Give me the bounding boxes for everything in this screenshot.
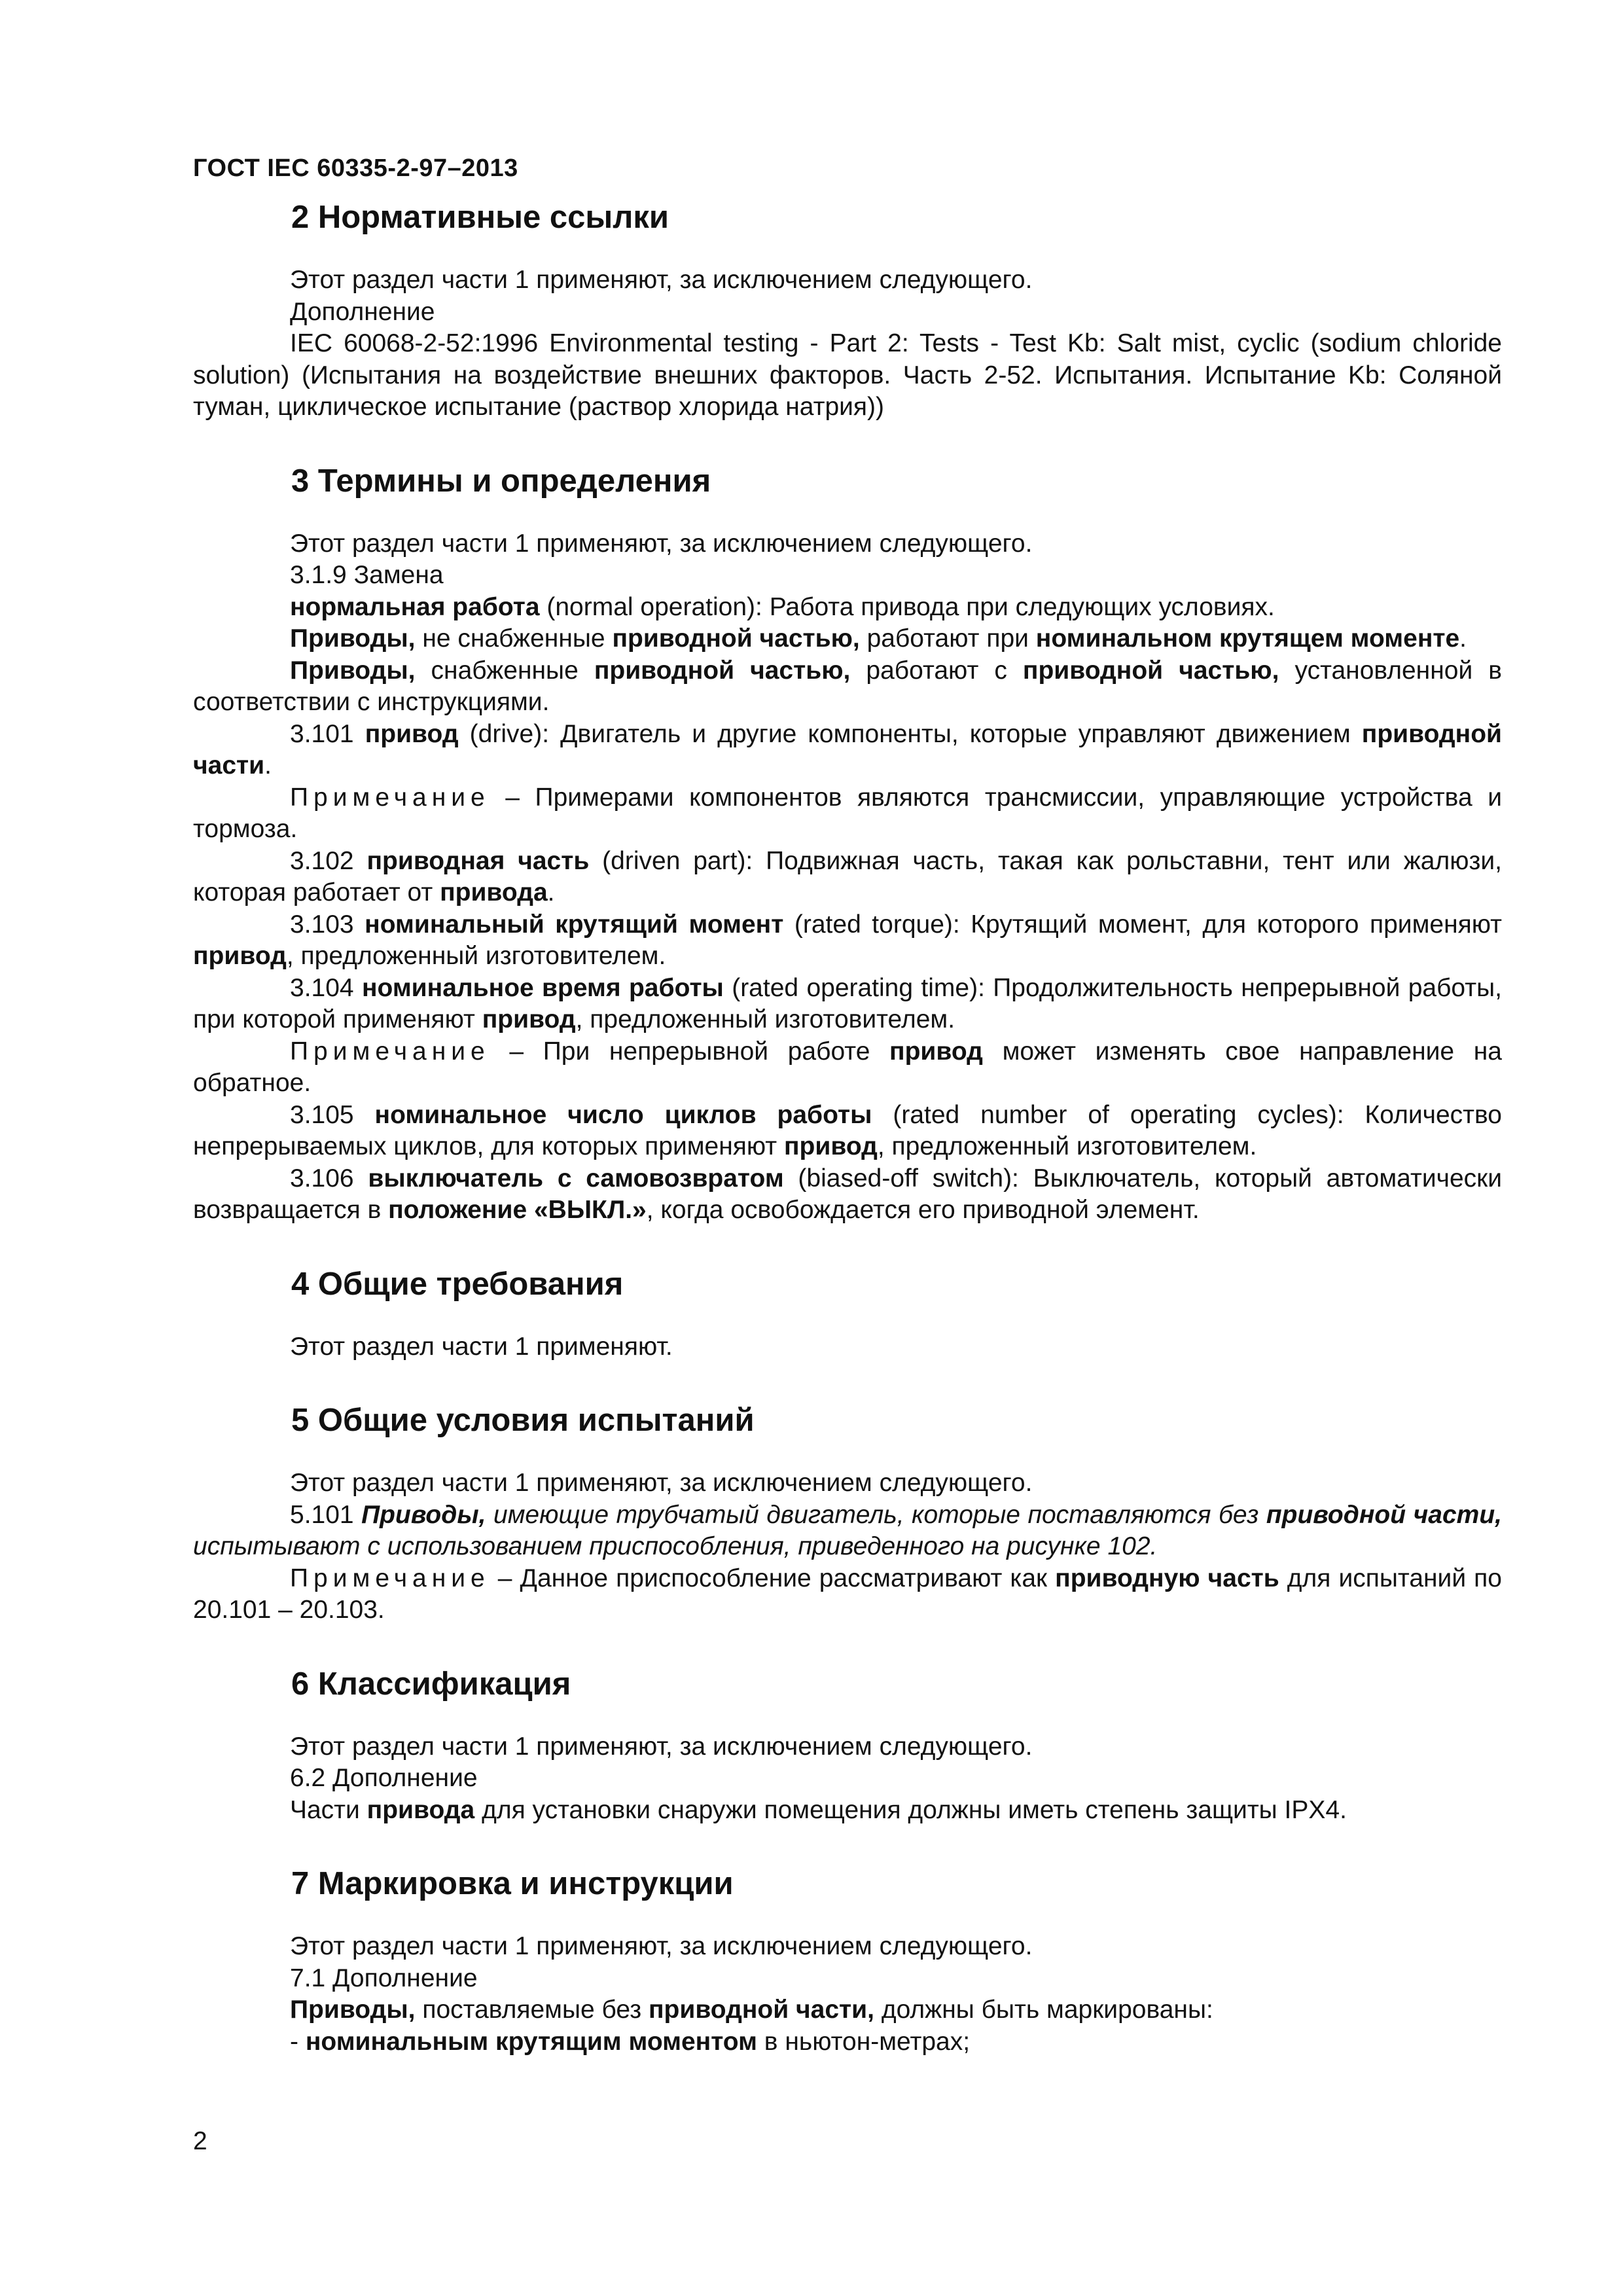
s7-para-2: 7.1 Дополнение xyxy=(290,1964,478,1992)
note-2: Примечание – При непрерывной работе привод может изменять свое направление на обратное. xyxy=(193,1037,1502,1097)
s4-para-1: Этот раздел части 1 применяют. xyxy=(290,1332,673,1361)
s2-para-1: Этот раздел части 1 применяют, за исключением следующего. xyxy=(290,266,1033,294)
s3-para-2: 3.1.9 Замена xyxy=(290,561,444,589)
s6-para-2: 6.2 Дополнение xyxy=(290,1764,478,1792)
definition-3-104: 3.104 номинальное время работы (rated operating time): Продолжительность непрерывной работы, при которой применяют привод, предложенный изготовителем. xyxy=(193,973,1502,1033)
page-content xyxy=(193,196,1502,2058)
s3-para-drives-without-part: Приводы, не снабженные приводной частью, работают при номинальном крутящем моменте. xyxy=(290,624,1467,653)
s5-note: Примечание – Данное приспособление рассматривают как приводную часть для испытаний по 20.101 – 20.103. xyxy=(193,1564,1502,1624)
s3-para-normal-operation: нормальная работа (normal operation): Работа привода при следующих условиях. xyxy=(290,592,1275,621)
definition-3-106: 3.106 выключатель с самовозвратом (biased-off switch): Выключатель, который автоматически возвращается в положение «ВЫКЛ.», когда освобождается его приводной элемент. xyxy=(193,1164,1502,1224)
section-7-title: 7 Маркировка и инструкции xyxy=(291,1866,734,1901)
page-number: 2 xyxy=(193,2127,207,2155)
s2-para-2: Дополнение xyxy=(290,297,435,326)
s3-para-drives-with-part: Приводы, снабженные приводной частью, работают с приводной частью, установленной в соответствии с инструкциями. xyxy=(193,656,1502,716)
definition-3-101: 3.101 привод (drive): Двигатель и другие компоненты, которые управляют движением приводной части. xyxy=(193,719,1502,780)
s7-para-4: - номинальным крутящим моментом в ньютон-метрах; xyxy=(290,2027,971,2056)
s5-para-1: Этот раздел части 1 применяют, за исключением следующего. xyxy=(290,1469,1033,1497)
section-3-title: 3 Термины и определения xyxy=(291,463,711,499)
note-1: Примечание – Примерами компонентов являются трансмиссии, управляющие устройства и тормоза. xyxy=(193,783,1502,843)
section-2-title: 2 Нормативные ссылки xyxy=(291,200,669,235)
definition-3-102: 3.102 приводная часть (driven part): Подвижная часть, такая как рольставни, тент или жалюзи, которая работает от привода. xyxy=(193,846,1502,906)
s7-para-1: Этот раздел части 1 применяют, за исключением следующего. xyxy=(290,1932,1033,1960)
definition-3-105: 3.105 номинальное число циклов работы (rated number of operating cycles): Количество непрерываемых циклов, для которых применяют привод, предложенный изготовителем. xyxy=(193,1100,1502,1160)
standard-code-header: ГОСТ IEC 60335-2-97–2013 xyxy=(193,154,518,182)
definition-3-103: 3.103 номинальный крутящий момент (rated torque): Крутящий момент, для которого применяют привод, предложенный изготовителем. xyxy=(193,910,1503,970)
s6-para-3: Части привода для установки снаружи помещения должны иметь степень защиты IPX4. xyxy=(290,1795,1347,1824)
s2-para-3: IEC 60068-2-52:1996 Environmental testing - Part 2: Tests - Test Kb: Salt mist, cyclic (sodium chloride solution) (Испытания на воздействие внешних факторов. Часть 2-52. Испытания. Испытание Kb: Соляной туман, циклическое испытание (раствор хлорида натрия)) xyxy=(193,329,1502,421)
s5-para-5-101: 5.101 Приводы, имеющие трубчатый двигатель, которые поставляются без приводной части, испытывают с использованием приспособления, приведенного на рисунке 102. xyxy=(193,1500,1502,1560)
section-4-title: 4 Общие требования xyxy=(291,1266,624,1302)
section-6-title: 6 Классификация xyxy=(291,1666,571,1702)
s3-para-1: Этот раздел части 1 применяют, за исключением следующего. xyxy=(290,529,1033,558)
section-5-title: 5 Общие условия испытаний xyxy=(291,1403,755,1438)
s6-para-1: Этот раздел части 1 применяют, за исключением следующего. xyxy=(290,1732,1033,1761)
s7-para-3: Приводы, поставляемые без приводной части, должны быть маркированы: xyxy=(290,1996,1213,2024)
